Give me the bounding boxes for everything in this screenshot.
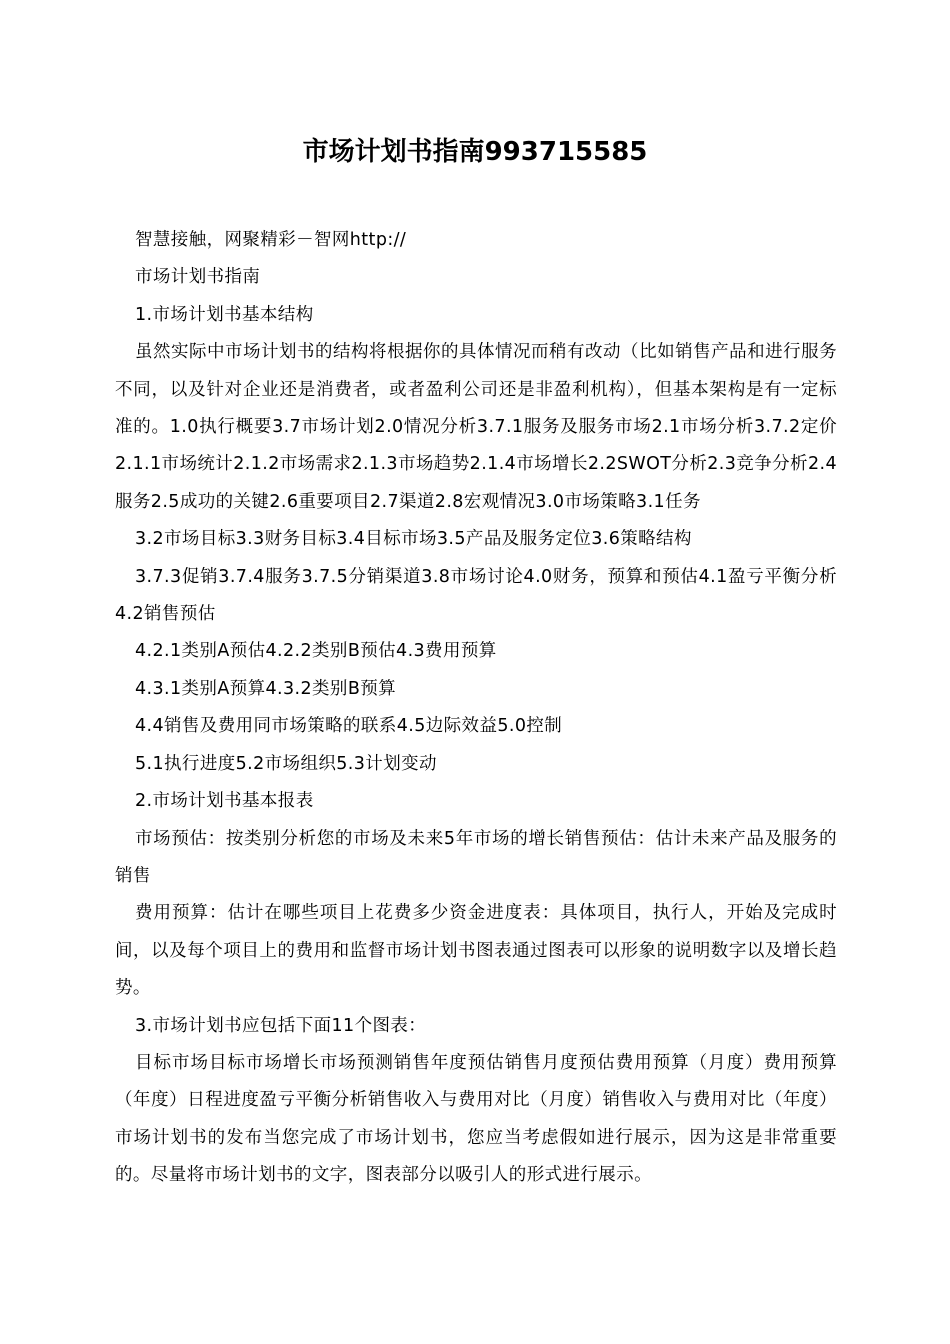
paragraph: 费用预算：估计在哪些项目上花费多少资金进度表：具体项目，执行人，开始及完成时间，以及每个项目上的费用和监督市场计划书图表通过图表可以形象的说明数字以及增长趋势。 (115, 903, 837, 999)
section-heading: 2.市场计划书基本报表 (135, 791, 314, 812)
paragraph: 5.1执行进度5.2市场组织5.3计划变动 (135, 753, 437, 774)
paragraph: 虽然实际中市场计划书的结构将根据你的具体情况而稍有改动（比如销售产品和进行服务不同，以及针对企业还是消费者，或者盈利公司还是非盈利机构），但基本架构是有一定标准的。1.0执行概要3.7市场计划2.0情况分析3.7.1服务及服务市场2.1市场分析3.7.2定价2.1.1市场统计2.1.2市场需求2.1.3市场趋势2.1.4市场增长2.2SWOT分析2.3竞争分析2.4服务2.5成功的关键2.6重要项目2.7渠道2.8宏观情况3.0市场策略3.1任务 (115, 342, 837, 512)
paragraph: 目标市场目标市场增长市场预测销售年度预估销售月度预估费用预算（月度）费用预算（年度）日程进度盈亏平衡分析销售收入与费用对比（月度）销售收入与费用对比（年度）市场计划书的发布当您完成了市场计划书，您应当考虑假如进行展示，因为这是非常重要的。尽量将市场计划书的文字，图表部分以吸引人的形式进行展示。 (115, 1052, 837, 1186)
paragraph: 市场预估：按类别分析您的市场及未来5年市场的增长销售预估：估计未来产品及服务的销售 (115, 828, 837, 886)
paragraph: 3.7.3促销3.7.4服务3.7.5分销渠道3.8市场讨论4.0财务，预算和预估4.1盈亏平衡分析4.2销售预估 (115, 566, 837, 625)
paragraph: 4.3.1类别A预算4.3.2类别B预算 (135, 678, 397, 699)
section-heading: 3.市场计划书应包括下面11个图表： (135, 1015, 427, 1036)
document-body (115, 222, 837, 1195)
paragraph: 3.2市场目标3.3财务目标3.4目标市场3.5产品及服务定位3.6策略结构 (135, 529, 692, 550)
paragraph: 智慧接触，网聚精彩－智网http:// (135, 230, 407, 250)
section-heading: 1.市场计划书基本结构 (135, 304, 314, 325)
paragraph: 市场计划书指南 (135, 267, 261, 288)
paragraph: 4.4销售及费用同市场策略的联系4.5边际效益5.0控制 (135, 716, 563, 737)
document-title: 市场计划书指南993715585 (302, 137, 648, 167)
paragraph: 4.2.1类别A预估4.2.2类别B预估4.3费用预算 (135, 641, 497, 662)
